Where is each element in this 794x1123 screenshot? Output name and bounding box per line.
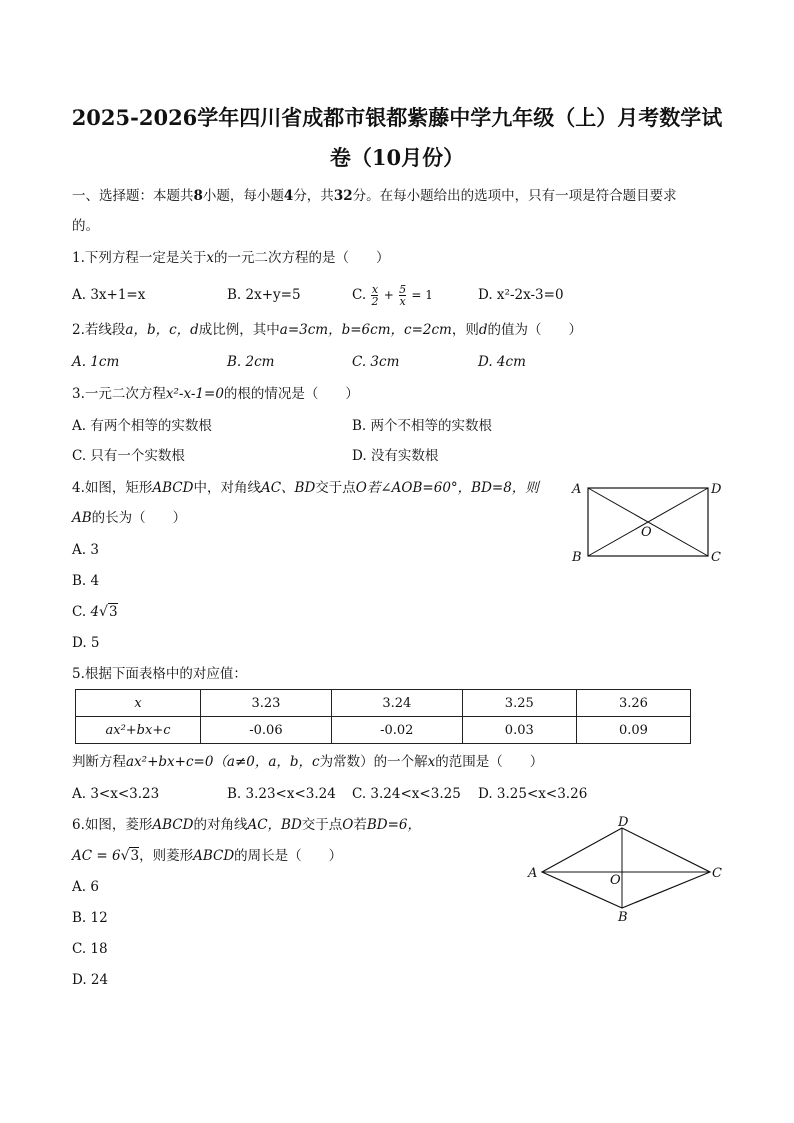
q5-option-b[interactable]: B. 3.23<x<3.24 <box>227 786 336 802</box>
center-label-o: O <box>641 525 652 540</box>
q4-option-a[interactable]: A. 3 <box>72 542 99 558</box>
q6-stem-text: 6.如图，菱形 <box>72 817 153 833</box>
frac-num: 5 <box>399 283 407 296</box>
q5-judge <box>72 752 543 772</box>
q5-option-c[interactable]: C. 3.24<x<3.25 <box>352 786 461 802</box>
q2-stem-text: 2.若线段 <box>72 322 126 338</box>
exam-title-line2: 卷（10月份） <box>329 145 465 170</box>
q1-stem <box>72 248 390 268</box>
instr-total: 32 <box>333 188 353 204</box>
q2-vars: a，b，c，d <box>125 322 199 338</box>
q1-var: x <box>206 250 215 266</box>
q4-point: O <box>355 480 367 496</box>
q4-option-b[interactable]: B. 4 <box>72 573 100 589</box>
table-cell: 3.25 <box>462 690 576 717</box>
q5-option-a[interactable]: A. 3<x<3.23 <box>72 786 160 802</box>
q6-stem-line2: AC = 6√3，则菱形ABCD的周长是（ ） <box>72 848 343 864</box>
table-row <box>76 717 691 744</box>
q1-c-frac2 <box>399 284 406 307</box>
table-cell: 0.03 <box>462 717 576 744</box>
q6-diagonals: AC，BD <box>247 817 302 833</box>
table-cell: 3.23 <box>201 690 332 717</box>
q5-option-d[interactable]: D. 3.25<x<3.26 <box>478 786 588 802</box>
instr-count: 8 <box>193 188 203 204</box>
q4-stem-text: 中，对角线 <box>193 480 261 496</box>
q5-judge-text: 的范围是（ ） <box>435 754 544 770</box>
table-cell: 3.24 <box>331 690 462 717</box>
q5-equation: ax²+bx+c=0（a≠0，a，b，c <box>126 754 320 770</box>
section-instruction <box>72 186 677 206</box>
q6-stem-text: 交于点 <box>301 817 343 833</box>
center-label-o: O <box>610 873 621 888</box>
exam-title-line1: 2025-2026学年四川省成都市银都紫藤中学九年级（上）月考数学试 <box>71 105 723 130</box>
table-cell: -0.06 <box>201 717 332 744</box>
q2-option-c[interactable]: C. 3cm <box>352 354 400 370</box>
q1-option-a[interactable]: A. 3x+1=x <box>72 287 146 303</box>
q6-point: O <box>342 817 354 833</box>
q5-stem: 5.根据下面表格中的对应值： <box>72 666 247 682</box>
table-row <box>76 690 691 717</box>
q1-c-label: C. <box>352 287 367 303</box>
instr-text: 分。在每小题给出的选项中，只有一项是符合题目要求 <box>352 188 677 204</box>
vertex-label-d: D <box>618 815 629 830</box>
q2-stem-text: 的值为（ ） <box>487 322 582 338</box>
q5-judge-text: 判断方程 <box>72 754 126 770</box>
q4-c-label: C. <box>72 604 87 620</box>
q3-option-c[interactable]: C. 只有一个实数根 <box>72 448 185 464</box>
q6-stem-text: 的周长是（ ） <box>234 848 343 864</box>
q2-values: a=3cm，b=6cm，c=2cm <box>279 322 452 338</box>
q5-var: x <box>427 754 436 770</box>
instr-points: 4 <box>283 188 294 204</box>
q3-option-b[interactable]: B. 两个不相等的实数根 <box>352 418 493 434</box>
frac-num: x <box>371 283 379 296</box>
q4-condition: 若∠AOB=60°，BD=8，则 <box>366 480 539 496</box>
q3-option-d[interactable]: D. 没有实数根 <box>352 448 439 464</box>
vertex-label-b: B <box>572 550 582 565</box>
q4-stem-text: 交于点 <box>315 480 356 496</box>
q4-stem-line1 <box>72 478 539 498</box>
q4-diagonals: AC、BD <box>260 480 316 496</box>
q6-ac-value: AC = 6 <box>72 848 121 864</box>
q1-option-b[interactable]: B. 2x+y=5 <box>227 287 301 303</box>
q4-stem-text: 4.如图，矩形 <box>72 480 153 496</box>
vertex-label-a: A <box>528 866 538 881</box>
q6-bd-value: BD=6， <box>366 817 422 833</box>
q1-stem-text: 1.下列方程一定是关于 <box>72 250 207 266</box>
q4-shape: ABCD <box>152 480 194 496</box>
q6-stem-text: 的对角线 <box>193 817 248 833</box>
q2-stem <box>72 320 582 340</box>
vertex-label-c: C <box>712 866 722 881</box>
vertex-label-c: C <box>711 550 721 565</box>
q2-option-d[interactable]: D. 4cm <box>478 354 526 370</box>
q6-stem-text: ，则菱形 <box>139 848 194 864</box>
q1-c-rest: = 1 <box>411 288 433 302</box>
instr-text: 一、选择题：本题共 <box>72 188 194 204</box>
rhombus-outline <box>542 828 710 908</box>
frac-den: 2 <box>371 295 379 308</box>
q3-stem-text: 3.一元二次方程 <box>72 386 166 402</box>
table-cell: x <box>76 690 201 717</box>
q2-stem-text: 成比例，其中 <box>198 322 280 338</box>
q1-option-c[interactable]: C. $\frac{x}{2}$ + $\frac{5}{x}$ = 1 <box>352 283 433 308</box>
q4-option-c[interactable]: C. 4√3 <box>72 604 118 620</box>
q4-segment: AB <box>72 510 92 526</box>
q3-stem-text: 的根的情况是（ ） <box>223 386 359 402</box>
instr-text: 小题，每小题 <box>202 188 284 204</box>
section-instruction-cont: 的。 <box>72 218 99 234</box>
q4-stem-line2 <box>72 508 186 528</box>
table-cell: 3.26 <box>576 690 690 717</box>
vertex-label-b: B <box>618 910 628 925</box>
table-cell: 0.09 <box>576 717 690 744</box>
q6-ac-radicand: 3 <box>130 848 140 864</box>
q1-c-frac1 <box>371 284 378 307</box>
instr-text: 分，共 <box>293 188 334 204</box>
q2-var-d: d <box>478 322 488 338</box>
q4-option-d[interactable]: D. 5 <box>72 635 100 651</box>
q5-judge-text: 为常数）的一个解 <box>319 754 428 770</box>
q6-shape: ABCD <box>152 817 194 833</box>
q6-stem-line1 <box>72 815 421 835</box>
frac-den: x <box>399 295 406 308</box>
q4-c-coef: 4 <box>90 604 100 620</box>
q6-option-c[interactable]: C. 18 <box>72 941 108 957</box>
q2-option-a[interactable]: A. 1cm <box>72 354 120 370</box>
q4-c-radicand: 3 <box>108 604 118 620</box>
q6-option-a[interactable]: A. 6 <box>72 879 99 895</box>
q3-option-a[interactable]: A. 有两个相等的实数根 <box>72 418 212 434</box>
table-cell: ax²+bx+c <box>76 717 201 744</box>
q3-equation: x²-x-1=0 <box>165 386 224 402</box>
q4-rectangle-figure <box>566 476 726 568</box>
q6-shape: ABCD <box>193 848 235 864</box>
q6-option-d[interactable]: D. 24 <box>72 972 109 988</box>
q3-stem <box>72 384 359 404</box>
q5-value-table <box>75 689 691 744</box>
vertex-label-d: D <box>711 482 722 497</box>
table-cell: -0.02 <box>331 717 462 744</box>
q2-stem-text: ，则 <box>451 322 479 338</box>
q4-stem-text: 的长为（ ） <box>91 510 187 526</box>
q6-option-b[interactable]: B. 12 <box>72 910 108 926</box>
q6-rhombus-figure <box>522 814 728 926</box>
q1-option-d[interactable]: D. x²-2x-3=0 <box>478 287 564 303</box>
vertex-label-a: A <box>572 482 582 497</box>
q6-stem-text: 若 <box>353 817 367 833</box>
q2-option-b[interactable]: B. 2cm <box>227 354 275 370</box>
q1-stem-text: 的一元二次方程的是（ ） <box>214 250 390 266</box>
